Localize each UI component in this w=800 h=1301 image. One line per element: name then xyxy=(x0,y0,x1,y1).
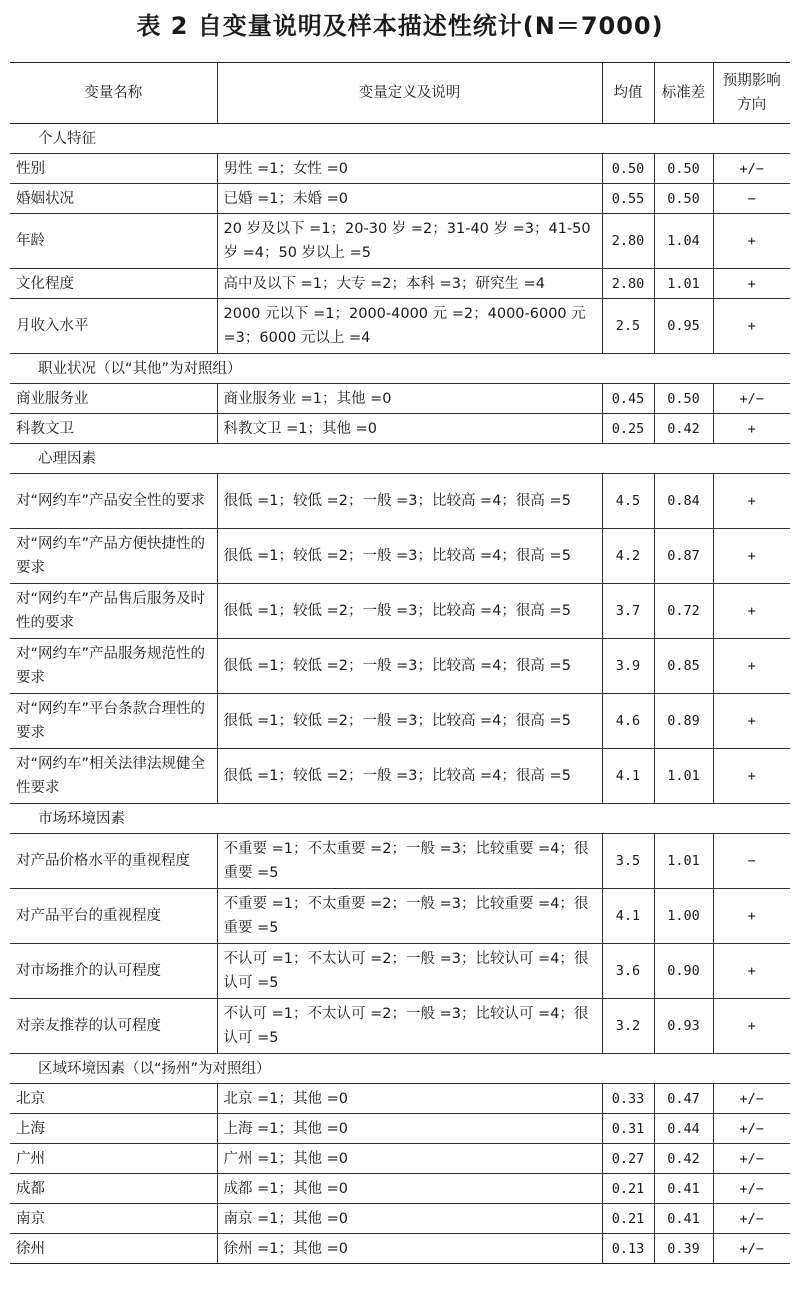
mean-cell: 3.9 xyxy=(602,639,654,694)
definition-cell: 很低 =1；较低 =2；一般 =3；比较高 =4；很高 =5 xyxy=(217,529,602,584)
definition-cell: 2000 元以下 =1；2000-4000 元 =2；4000-6000 元 =3；6000 元以上 =4 xyxy=(217,299,602,354)
sd-cell: 1.01 xyxy=(654,749,713,804)
sd-cell: 0.42 xyxy=(654,1144,713,1174)
direction-cell: +/− xyxy=(713,1114,790,1144)
variable-name-cell: 对产品平台的重视程度 xyxy=(10,889,217,944)
sd-cell: 0.87 xyxy=(654,529,713,584)
sd-cell: 0.90 xyxy=(654,944,713,999)
mean-cell: 0.33 xyxy=(602,1084,654,1114)
definition-cell: 南京 =1；其他 =0 xyxy=(217,1204,602,1234)
table-row xyxy=(10,184,790,214)
section-row xyxy=(10,444,790,474)
definition-cell: 不重要 =1；不太重要 =2；一般 =3；比较重要 =4；很重要 =5 xyxy=(217,834,602,889)
table-row xyxy=(10,384,790,414)
table-body xyxy=(10,124,790,1264)
table-row xyxy=(10,214,790,269)
table-row xyxy=(10,1204,790,1234)
table-row xyxy=(10,1084,790,1114)
variable-name-cell: 科教文卫 xyxy=(10,414,217,444)
definition-cell: 科教文卫 =1；其他 =0 xyxy=(217,414,602,444)
sd-cell: 0.41 xyxy=(654,1204,713,1234)
direction-cell: +/− xyxy=(713,1174,790,1204)
direction-cell: +/− xyxy=(713,384,790,414)
sd-cell: 0.50 xyxy=(654,184,713,214)
definition-cell: 不认可 =1；不太认可 =2；一般 =3；比较认可 =4；很认可 =5 xyxy=(217,944,602,999)
sd-cell: 1.01 xyxy=(654,834,713,889)
sd-cell: 1.01 xyxy=(654,269,713,299)
table-row xyxy=(10,834,790,889)
table-row xyxy=(10,999,790,1054)
mean-cell: 0.27 xyxy=(602,1144,654,1174)
mean-cell: 3.7 xyxy=(602,584,654,639)
variable-name-cell: 徐州 xyxy=(10,1234,217,1264)
table-row xyxy=(10,1114,790,1144)
sd-cell: 0.84 xyxy=(654,474,713,529)
definition-cell: 徐州 =1；其他 =0 xyxy=(217,1234,602,1264)
header-row xyxy=(10,63,790,124)
variable-name-cell: 性别 xyxy=(10,154,217,184)
direction-cell: + xyxy=(713,639,790,694)
variable-name-cell: 对“网约车”产品方便快捷性的要求 xyxy=(10,529,217,584)
direction-cell: + xyxy=(713,414,790,444)
definition-cell: 很低 =1；较低 =2；一般 =3；比较高 =4；很高 =5 xyxy=(217,474,602,529)
definition-cell: 商业服务业 =1；其他 =0 xyxy=(217,384,602,414)
variable-name-cell: 婚姻状况 xyxy=(10,184,217,214)
table-row xyxy=(10,474,790,529)
mean-cell: 3.2 xyxy=(602,999,654,1054)
variable-name-cell: 对“网约车”相关法律法规健全性要求 xyxy=(10,749,217,804)
section-row xyxy=(10,124,790,154)
definition-cell: 上海 =1；其他 =0 xyxy=(217,1114,602,1144)
direction-cell: + xyxy=(713,999,790,1054)
direction-cell: + xyxy=(713,529,790,584)
section-label: 职业状况（以“其他”为对照组） xyxy=(10,354,790,384)
sd-cell: 1.04 xyxy=(654,214,713,269)
direction-cell: +/− xyxy=(713,1204,790,1234)
sd-cell: 0.47 xyxy=(654,1084,713,1114)
definition-cell: 不重要 =1；不太重要 =2；一般 =3；比较重要 =4；很重要 =5 xyxy=(217,889,602,944)
variable-name-cell: 月收入水平 xyxy=(10,299,217,354)
variable-name-cell: 对“网约车”产品售后服务及时性的要求 xyxy=(10,584,217,639)
variable-name-cell: 对产品价格水平的重视程度 xyxy=(10,834,217,889)
definition-cell: 男性 =1；女性 =0 xyxy=(217,154,602,184)
variable-name-cell: 对亲友推荐的认可程度 xyxy=(10,999,217,1054)
sd-cell: 0.50 xyxy=(654,154,713,184)
table-row xyxy=(10,889,790,944)
section-label: 个人特征 xyxy=(10,124,790,154)
direction-cell: − xyxy=(713,184,790,214)
definition-cell: 很低 =1；较低 =2；一般 =3；比较高 =4；很高 =5 xyxy=(217,639,602,694)
sd-cell: 0.95 xyxy=(654,299,713,354)
definition-cell: 很低 =1；较低 =2；一般 =3；比较高 =4；很高 =5 xyxy=(217,749,602,804)
sd-cell: 0.42 xyxy=(654,414,713,444)
sd-cell: 0.44 xyxy=(654,1114,713,1144)
mean-cell: 0.25 xyxy=(602,414,654,444)
sd-cell: 0.85 xyxy=(654,639,713,694)
table-row xyxy=(10,584,790,639)
direction-cell: + xyxy=(713,889,790,944)
direction-cell: +/− xyxy=(713,1234,790,1264)
mean-cell: 4.2 xyxy=(602,529,654,584)
section-label: 区域环境因素（以“扬州”为对照组） xyxy=(10,1054,790,1084)
header-mean: 均值 xyxy=(602,63,654,124)
table-row xyxy=(10,529,790,584)
definition-cell: 很低 =1；较低 =2；一般 =3；比较高 =4；很高 =5 xyxy=(217,694,602,749)
variable-name-cell: 文化程度 xyxy=(10,269,217,299)
definition-cell: 20 岁及以下 =1；20-30 岁 =2；31-40 岁 =3；41-50 岁 =4；50 岁以上 =5 xyxy=(217,214,602,269)
mean-cell: 0.21 xyxy=(602,1204,654,1234)
variable-name-cell: 成都 xyxy=(10,1174,217,1204)
statistics-table xyxy=(10,62,790,1264)
sd-cell: 0.39 xyxy=(654,1234,713,1264)
header-sd: 标准差 xyxy=(654,63,713,124)
mean-cell: 0.45 xyxy=(602,384,654,414)
variable-name-cell: 商业服务业 xyxy=(10,384,217,414)
variable-name-cell: 对“网约车”产品安全性的要求 xyxy=(10,474,217,529)
definition-cell: 很低 =1；较低 =2；一般 =3；比较高 =4；很高 =5 xyxy=(217,584,602,639)
direction-cell: − xyxy=(713,834,790,889)
mean-cell: 0.55 xyxy=(602,184,654,214)
section-row xyxy=(10,804,790,834)
table-row xyxy=(10,749,790,804)
definition-cell: 北京 =1；其他 =0 xyxy=(217,1084,602,1114)
definition-cell: 不认可 =1；不太认可 =2；一般 =3；比较认可 =4；很认可 =5 xyxy=(217,999,602,1054)
direction-cell: +/− xyxy=(713,1144,790,1174)
direction-cell: + xyxy=(713,584,790,639)
sd-cell: 0.50 xyxy=(654,384,713,414)
sd-cell: 0.72 xyxy=(654,584,713,639)
definition-cell: 广州 =1；其他 =0 xyxy=(217,1144,602,1174)
mean-cell: 4.6 xyxy=(602,694,654,749)
mean-cell: 0.31 xyxy=(602,1114,654,1144)
direction-cell: + xyxy=(713,694,790,749)
table-title: 表 2 自变量说明及样本描述性统计(N＝7000) xyxy=(136,12,664,40)
table-row xyxy=(10,639,790,694)
definition-cell: 高中及以下 =1；大专 =2；本科 =3；研究生 =4 xyxy=(217,269,602,299)
variable-name-cell: 对“网约车”产品服务规范性的要求 xyxy=(10,639,217,694)
sd-cell: 1.00 xyxy=(654,889,713,944)
direction-cell: +/− xyxy=(713,154,790,184)
variable-name-cell: 南京 xyxy=(10,1204,217,1234)
variable-name-cell: 对市场推介的认可程度 xyxy=(10,944,217,999)
mean-cell: 2.5 xyxy=(602,299,654,354)
direction-cell: +/− xyxy=(713,1084,790,1114)
variable-name-cell: 上海 xyxy=(10,1114,217,1144)
mean-cell: 3.5 xyxy=(602,834,654,889)
mean-cell: 0.13 xyxy=(602,1234,654,1264)
variable-name-cell: 广州 xyxy=(10,1144,217,1174)
header-definition: 变量定义及说明 xyxy=(217,63,602,124)
variable-name-cell: 年龄 xyxy=(10,214,217,269)
table-row xyxy=(10,694,790,749)
variable-name-cell: 北京 xyxy=(10,1084,217,1114)
direction-cell: + xyxy=(713,749,790,804)
table-row xyxy=(10,944,790,999)
section-label: 心理因素 xyxy=(10,444,790,474)
section-label: 市场环境因素 xyxy=(10,804,790,834)
header-direction: 预期影响方向 xyxy=(713,63,790,124)
direction-cell: + xyxy=(713,269,790,299)
table-row xyxy=(10,154,790,184)
mean-cell: 3.6 xyxy=(602,944,654,999)
table-row xyxy=(10,414,790,444)
definition-cell: 已婚 =1；未婚 =0 xyxy=(217,184,602,214)
table-row xyxy=(10,1144,790,1174)
header-variable-name: 变量名称 xyxy=(10,63,217,124)
mean-cell: 2.80 xyxy=(602,214,654,269)
table-row xyxy=(10,269,790,299)
direction-cell: + xyxy=(713,299,790,354)
section-row xyxy=(10,1054,790,1084)
mean-cell: 4.1 xyxy=(602,749,654,804)
mean-cell: 0.50 xyxy=(602,154,654,184)
mean-cell: 4.1 xyxy=(602,889,654,944)
mean-cell: 0.21 xyxy=(602,1174,654,1204)
table-header xyxy=(10,63,790,124)
sd-cell: 0.41 xyxy=(654,1174,713,1204)
table-row xyxy=(10,1234,790,1264)
direction-cell: + xyxy=(713,944,790,999)
direction-cell: + xyxy=(713,474,790,529)
definition-cell: 成都 =1；其他 =0 xyxy=(217,1174,602,1204)
mean-cell: 4.5 xyxy=(602,474,654,529)
section-row xyxy=(10,354,790,384)
sd-cell: 0.89 xyxy=(654,694,713,749)
table-row xyxy=(10,299,790,354)
variable-name-cell: 对“网约车”平台条款合理性的要求 xyxy=(10,694,217,749)
sd-cell: 0.93 xyxy=(654,999,713,1054)
direction-cell: + xyxy=(713,214,790,269)
table-row xyxy=(10,1174,790,1204)
mean-cell: 2.80 xyxy=(602,269,654,299)
